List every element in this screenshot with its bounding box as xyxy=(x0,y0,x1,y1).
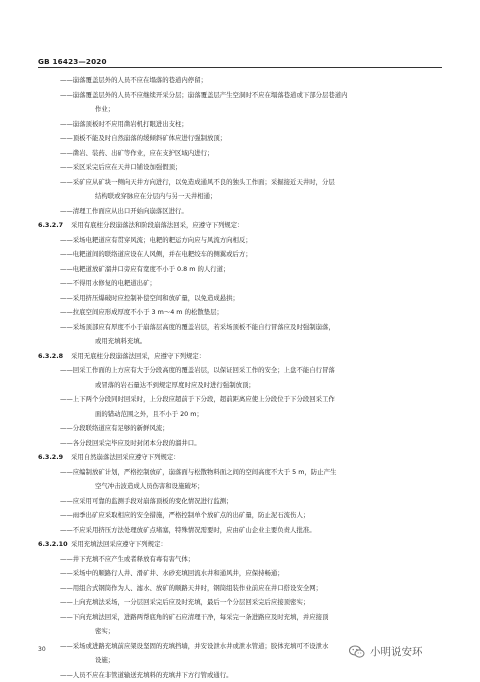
clause-text: 采用充填法回采应遵守下列规定： xyxy=(71,540,167,548)
clause-text: 采用自然崩落法回采应遵守下列规定： xyxy=(71,453,180,461)
list-item: ——用组合式钢筒作为人、滤水、放矿的顺路天井时，钢筒组装作业前应在井口搭设安全网； xyxy=(38,581,442,596)
list-item-continuation: 面的错动范围之外，且不小于 20 m； xyxy=(38,407,442,422)
list-item: ——各分段回采完毕应及时封闭本分段的溜井口。 xyxy=(38,436,442,451)
list-item: ——不得用水修复的电耙道出矿； xyxy=(38,276,442,291)
clause-heading xyxy=(38,349,442,364)
clause-number: 6.3.2.8 xyxy=(38,349,71,364)
list-item: ——拉底空间应形成厚度不小于 3 m～4 m 的松散垫层； xyxy=(38,305,442,320)
watermark-text: 小明说安环 xyxy=(370,644,423,659)
list-item: ——采场或进路充填前应架设坚固的充填挡墙，并安设泄水井或泄水管道；胶体充填可不设泄水 xyxy=(38,639,442,654)
list-item: ——电耙道放矿溜井口旁应有宽度不小于 0.8 m 的人行道； xyxy=(38,262,442,277)
document-body xyxy=(38,73,442,682)
list-item: ——应编制放矿计划，严格控制放矿，崩落面与松散物料面之间的空间高度不大于 5 m，防止产生 xyxy=(38,465,442,480)
list-item: ——崩落顶板时不应用凿岩机打眼进出支柱； xyxy=(38,117,442,132)
list-item: ——采场电耙道应有贯穿风流；电耙的耙运方向应与风流方向相反； xyxy=(38,233,442,248)
list-item: ——顶板不能及时自然崩落的缓倾斜矿体应进行强制放顶； xyxy=(38,131,442,146)
clause-heading xyxy=(38,218,442,233)
list-item: ——采场顶部应有厚度不小于崩落层高度的覆盖岩层，若采场顶板不能自行冒落应及时强制崩落， xyxy=(38,320,442,335)
clause-number: 6.3.2.10 xyxy=(38,537,71,552)
clause-text: 采用无底柱分段崩落法回采，应遵守下列规定： xyxy=(71,352,205,360)
list-item-continuation: 作业； xyxy=(38,102,442,117)
list-item: ——电耙道间的联络道应设在人风侧，并在电耙绞车的侧翼或后方； xyxy=(38,247,442,262)
list-item-continuation: 或用充填料充填。 xyxy=(38,334,442,349)
list-item: ——人员不应在非管道输送充填料的充填井下方行管或通行。 xyxy=(38,668,442,682)
list-item: ——崩落覆盖层外的人员不应继续开采分层；崩落覆盖层产生空洞时不应在塌落巷道或下部分层巷道内 xyxy=(38,88,442,103)
list-item: ——下向充填法回采，进路两帮底角的矿石应清理干净，每采完一条进路应及时充填，并应接顶 xyxy=(38,610,442,625)
list-item: ——采区采完后应在天井口铺设加强假顶； xyxy=(38,160,442,175)
list-item: ——井下充填不应产生或者释放有毒有害气体； xyxy=(38,552,442,567)
list-item-continuation: 或冒落的岩石量达不到规定厚度时应及时进行强制放顶； xyxy=(38,378,442,393)
list-item: ——应采用可靠的监测手段对崩落顶板的变化情况进行监测； xyxy=(38,494,442,509)
list-item: ——不应采用挤压方法处理放矿点堵塞，特殊情况需要时，应由矿山企业主要负责人批准。 xyxy=(38,523,442,538)
list-item-continuation: 设施； xyxy=(38,653,442,668)
header-rule xyxy=(38,67,442,68)
page-number: 30 xyxy=(38,646,46,653)
clause-number: 6.3.2.7 xyxy=(38,218,71,233)
list-item: ——采场中的顺路行人井、滑矿井、水砂充填回流水井和通风井，应保持畅通； xyxy=(38,566,442,581)
clause-heading xyxy=(38,450,442,465)
clause-text: 采用有底柱分段崩落法和阶段崩落法回采，应遵守下列规定： xyxy=(71,221,244,229)
list-item-continuation: 结构联或穿脉应在分层内与另一天井相通； xyxy=(38,189,442,204)
clause-heading xyxy=(38,537,442,552)
list-item-continuation: 空气冲击波造成人员伤害和设施破坏； xyxy=(38,479,442,494)
list-item: ——采用挤压爆破时应控制补偿空间和放矿量，以免造成悬拱； xyxy=(38,291,442,306)
list-item: ——清理工作面应从出口开始向崩落区进行。 xyxy=(38,204,442,219)
list-item-continuation: 密实； xyxy=(38,624,442,639)
list-item: ——崩落覆盖层外的人员不应在塌落的巷道内停留； xyxy=(38,73,442,88)
list-item: ——采矿应从矿块一侧向天井方向进行，以免造成通风不良的独头工作面；采掘接近天井时，分层 xyxy=(38,175,442,190)
list-item: ——雨季出矿应采取相应的安全措施，严格控制单个放矿点的出矿量，防止泥石流伤人； xyxy=(38,508,442,523)
list-item: ——上向充填法采场，一分层回采完后应及时充填，最后一个分层回采完后应接顶密实； xyxy=(38,595,442,610)
wechat-icon xyxy=(349,645,365,659)
clause-number: 6.3.2.9 xyxy=(38,450,71,465)
list-item: ——凿岩、装药、出矿等作业，应在支护区域内进行； xyxy=(38,146,442,161)
list-item: ——回采工作面的上方应有大于分段高度的覆盖岩层，以保证回采工作的安全；上盘不能自行冒落 xyxy=(38,363,442,378)
standard-number-header: GB 16423—2020 xyxy=(38,57,107,66)
watermark xyxy=(349,644,423,659)
list-item: ——上下两个分段同时回采时，上分段应超前于下分段，超前距离应使上分段位于下分段回采工作 xyxy=(38,392,442,407)
list-item: ——分段联络道应有足够的新鲜风流； xyxy=(38,421,442,436)
